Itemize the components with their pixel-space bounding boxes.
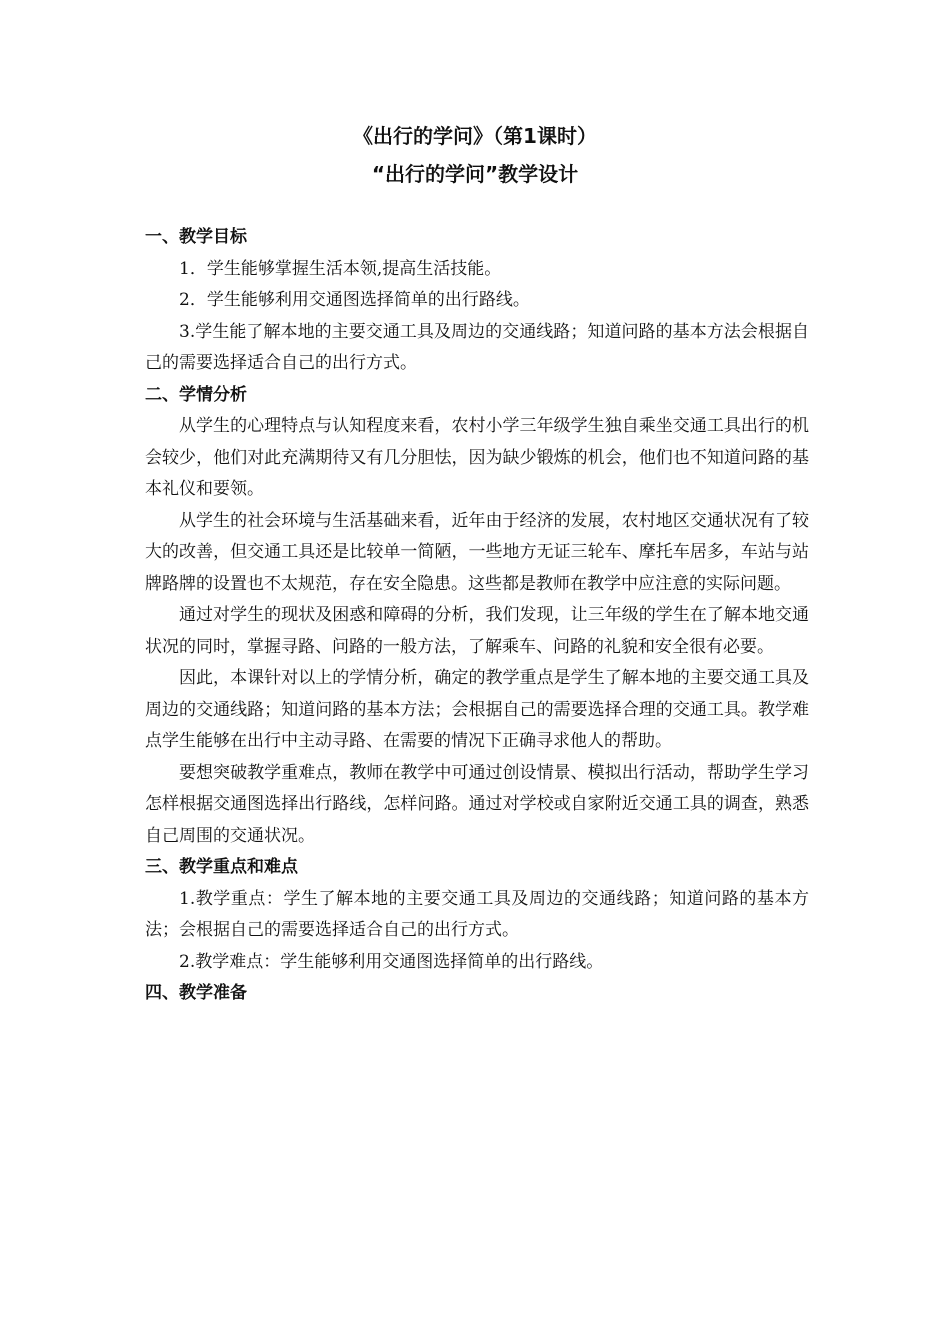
- paragraph: 2．学生能够利用交通图选择简单的出行路线。: [179, 290, 530, 310]
- section-heading-analysis: 二、学情分析: [145, 384, 247, 405]
- paragraph: 要想突破教学重难点，教师在教学中可通过创设情景、模拟出行活动，帮助学生学习怎样根据交通图选择出行路线，怎样问路。通过对学校或自家附近交通工具的调查，熟悉自己周围的交通状况。: [145, 762, 809, 846]
- paragraph: 从学生的社会环境与生活基础来看，近年由于经济的发展，农村地区交通状况有了较大的改善，但交通工具还是比较单一简陋，一些地方无证三轮车、摩托车居多，车站与站牌路牌的设置也不太规范，存在安全隐患。这些都是教师在教学中应注意的实际问题。: [145, 510, 809, 594]
- paragraph: 从学生的心理特点与认知程度来看，农村小学三年级学生独自乘坐交通工具出行的机会较少，他们对此充满期待又有几分胆怯，因为缺少锻炼的机会，他们也不知道问路的基本礼仪和要领。: [145, 416, 809, 499]
- document-body: [145, 222, 809, 1010]
- section-heading-objectives: 一、教学目标: [145, 227, 247, 247]
- paragraph: 1.教学重点：学生了解本地的主要交通工具及周边的交通线路；知道问路的基本方法；会根据自己的需要选择适合自己的出行方式。: [145, 888, 809, 940]
- paragraph: 因此，本课针对以上的学情分析，确定的教学重点是学生了解本地的主要交通工具及周边的交通线路；知道问路的基本方法；会根据自己的需要选择合理的交通工具。教学难点学生能够在出行中主动寻路、在需要的情况下正确寻求他人的帮助。: [145, 668, 809, 751]
- paragraph: 2.教学难点：学生能够利用交通图选择简单的出行路线。: [179, 951, 604, 972]
- section-heading-preparation: 四、教学准备: [145, 983, 247, 1003]
- paragraph: 3.学生能了解本地的主要交通工具及周边的交通线路；知道问路的基本方法会根据自己的需要选择适合自己的出行方式。: [145, 321, 809, 373]
- section-heading-key-points: 三、教学重点和难点: [145, 857, 298, 877]
- document-subtitle: “出行的学问”教学设计: [371, 162, 579, 186]
- paragraph: 通过对学生的现状及困惑和障碍的分析，我们发现，让三年级的学生在了解本地交通状况的同时，掌握寻路、问路的一般方法，了解乘车、问路的礼貌和安全很有必要。: [145, 605, 809, 657]
- paragraph: 1．学生能够掌握生活本领,提高生活技能。: [179, 258, 502, 279]
- document-title: 《出行的学问》（第1课时）: [353, 124, 597, 148]
